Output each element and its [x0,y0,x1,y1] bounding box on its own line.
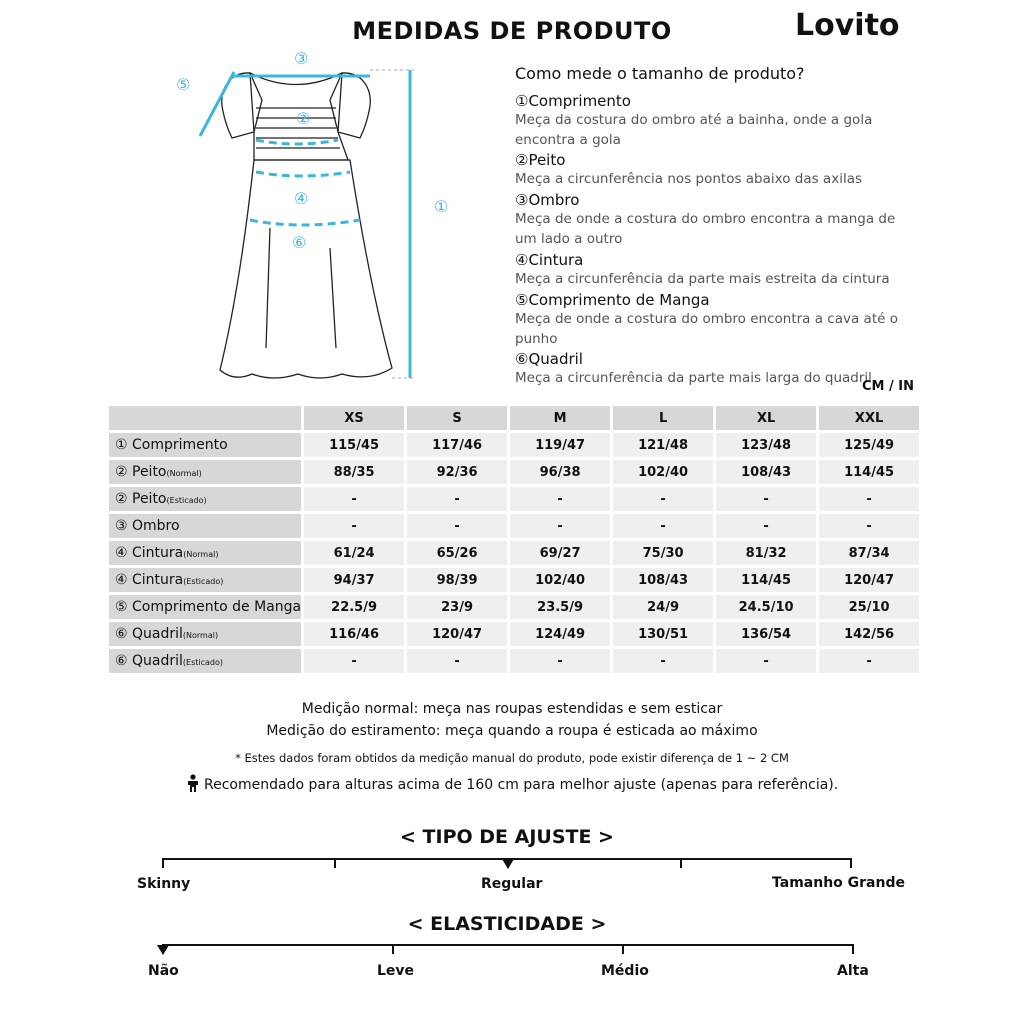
table-cell: 96/38 [510,460,610,484]
table-cell: 69/27 [510,541,610,565]
fit-label-plus: Tamanho Grande [772,875,905,891]
table-cell: - [510,514,610,538]
table-cell: - [613,649,713,673]
table-cell: 23/9 [407,595,507,619]
table-cell: - [716,487,816,511]
table-cell: 22.5/9 [304,595,404,619]
table-row [109,487,919,511]
table-cell: 121/48 [613,433,713,457]
table-cell: 119/47 [510,433,610,457]
table-cell: 94/37 [304,568,404,592]
measure-desc: Meça da costura do ombro até a bainha, onde a gola encontra a gola [515,112,873,148]
table-cell: 65/26 [407,541,507,565]
recommendation-text: Recomendado para alturas acima de 160 cm para melhor ajuste (apenas para referência). [204,777,839,793]
table-cell: - [407,649,507,673]
column-header: XS [304,406,404,430]
measure-desc: Meça de onde a costura do ombro encontra a manga de um lado a outro [515,211,896,247]
table-cell: - [613,514,713,538]
row-label-suffix: (Esticado) [183,577,224,586]
table-cell: 114/45 [819,460,919,484]
measure-label: ⑥Quadril [515,350,583,368]
callout-2: ② [296,109,311,128]
table-row [109,541,919,565]
row-label [109,514,301,538]
table-cell: 125/49 [819,433,919,457]
column-header: XXL [819,406,919,430]
table-cell: 136/54 [716,622,816,646]
column-header: S [407,406,507,430]
table-cell: 120/47 [819,568,919,592]
table-cell: 75/30 [613,541,713,565]
elasticity-scale-line [162,944,854,946]
row-label-text: ② Peito [115,464,167,480]
fit-title: < TIPO DE AJUSTE > [400,826,614,848]
table-cell: - [716,514,816,538]
table-cell: 116/46 [304,622,404,646]
units-label: CM / IN [862,379,914,394]
measure-label: ⑤Comprimento de Manga [515,291,710,309]
table-cell: 87/34 [819,541,919,565]
elasticity-label-high: Alta [837,963,869,979]
elasticity-selected-marker [157,945,169,955]
row-label-text: ④ Cintura [115,545,184,561]
row-label-suffix: (Esticado) [166,496,207,505]
elasticity-title: < ELASTICIDADE > [407,913,607,935]
callout-5: ⑤ [176,75,191,94]
how-to-heading: Como mede o tamanho de produto? [515,64,805,83]
table-cell: - [716,649,816,673]
measure-item-chest [515,151,910,189]
table-cell: 61/24 [304,541,404,565]
callout-4: ④ [294,189,309,208]
row-label [109,568,301,592]
row-label-text: ⑥ Quadril [115,626,183,642]
note-normal: Medição normal: meça nas roupas estendidas e sem esticar [301,701,723,717]
measure-item-hip [515,350,910,388]
table-cell: 114/45 [716,568,816,592]
table-cell: 98/39 [407,568,507,592]
table-row [109,460,919,484]
callout-3: ③ [294,49,309,68]
table-cell: 88/35 [304,460,404,484]
table-cell: 142/56 [819,622,919,646]
table-cell: 92/36 [407,460,507,484]
fit-tick [680,858,682,868]
column-header: XL [716,406,816,430]
table-cell: 108/43 [716,460,816,484]
table-cell: - [819,487,919,511]
fit-selected-marker [502,859,514,869]
measure-label: ①Comprimento [515,92,631,110]
column-header: M [510,406,610,430]
right-sleeve [330,73,370,138]
measure-desc: Meça de onde a costura do ombro encontra a cava até o punho [515,311,898,347]
table-cell: - [510,487,610,511]
table-cell: 23.5/9 [510,595,610,619]
table-cell: 120/47 [407,622,507,646]
table-cell: 24.5/10 [716,595,816,619]
table-cell: - [407,514,507,538]
note-stretch: Medição do estiramento: meça quando a roupa é esticada ao máximo [266,723,758,739]
table-cell: 108/43 [613,568,713,592]
measure-desc: Meça a circunferência da parte mais estreita da cintura [515,271,890,287]
row-label-suffix: (Normal) [182,631,219,640]
elasticity-tick [392,944,394,954]
brand-logo: Lovito [795,8,900,43]
row-label [109,487,301,511]
elasticity-tick [852,944,854,954]
row-label [109,649,301,673]
table-cell: 117/46 [407,433,507,457]
row-label [109,433,301,457]
table-cell: 81/32 [716,541,816,565]
table-cell: - [304,649,404,673]
table-row [109,568,919,592]
table-cell: 124/49 [510,622,610,646]
row-label [109,595,301,619]
table-cell: 24/9 [613,595,713,619]
fit-label-regular: Regular [481,876,543,892]
measure-item-waist [515,251,910,289]
table-cell: - [510,649,610,673]
measure-item-length [515,92,910,150]
dress-diagram [170,48,470,388]
table-cell: - [304,514,404,538]
row-label-text: ⑤ Comprimento de Manga [115,599,302,615]
measure-desc: Meça a circunferência nos pontos abaixo das axilas [515,171,863,187]
table-cell: 123/48 [716,433,816,457]
table-row [109,649,919,673]
table-cell: - [407,487,507,511]
table-cell: 115/45 [304,433,404,457]
table-cell: - [819,649,919,673]
fit-label-skinny: Skinny [137,876,191,892]
row-label [109,460,301,484]
callout-1: ① [434,197,449,216]
measure-label: ②Peito [515,151,566,169]
table-cell: - [304,487,404,511]
row-label-suffix: (Normal) [183,550,219,559]
page-title: MEDIDAS DE PRODUTO [352,17,672,45]
measure-label: ④Cintura [515,251,584,269]
row-label-suffix: (Esticado) [182,658,224,667]
table-cell: 102/40 [510,568,610,592]
table-header-row [109,406,919,430]
row-label [109,622,301,646]
table-cell: 102/40 [613,460,713,484]
elasticity-tick [622,944,624,954]
table-row [109,433,919,457]
table-corner [109,406,301,430]
row-label-text: ③ Ombro [115,518,180,534]
row-label [109,541,301,565]
elasticity-label-none: Não [148,963,179,979]
row-label-text: ① Comprimento [115,437,228,453]
fit-tick [334,858,336,868]
row-label-text: ② Peito [115,491,167,507]
table-row [109,595,919,619]
table-row [109,622,919,646]
person-icon [186,774,200,792]
fit-tick [162,858,164,868]
measure-item-sleeve [515,291,910,349]
callout-6: ⑥ [292,233,307,252]
measure-item-shoulder [515,191,910,249]
table-cell: 25/10 [819,595,919,619]
size-table [106,403,922,676]
height-recommendation [186,774,838,793]
table-row [109,514,919,538]
table-cell: 130/51 [613,622,713,646]
row-label-text: ⑥ Quadril [115,653,183,669]
row-label-text: ④ Cintura [115,572,184,588]
measure-label: ③Ombro [515,191,580,209]
fit-tick [850,858,852,868]
table-cell: - [613,487,713,511]
note-disclaimer: * Estes dados foram obtidos da medição manual do produto, pode existir diferença de 1 ~ 2 CM [235,751,789,765]
measure-desc: Meça a circunferência da parte mais larga do quadril [515,370,872,386]
elasticity-label-light: Leve [377,963,415,979]
elasticity-label-medium: Médio [601,963,649,979]
row-label-suffix: (Normal) [166,469,202,478]
column-header: L [613,406,713,430]
table-cell: - [819,514,919,538]
